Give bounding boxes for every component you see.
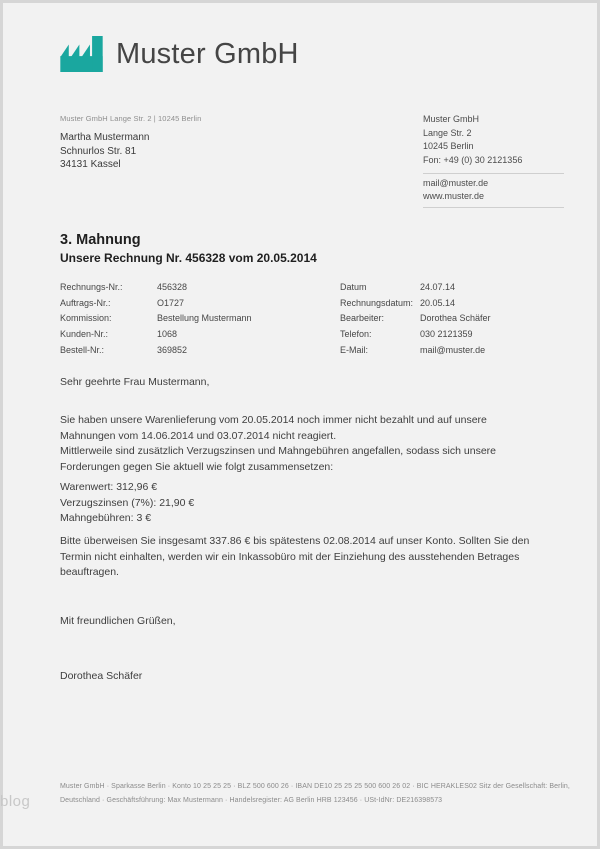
body-line: Termin nicht einhalten, werden wir ein Inkassobüro mit der Einziehung des ausstehenden Betrages: [60, 550, 520, 563]
company-name: Muster GmbH: [116, 38, 299, 70]
letter-heading: [60, 232, 317, 266]
detail-label: Bearbeiter:: [340, 313, 385, 324]
table-row: [60, 342, 552, 358]
detail-label: Auftrags-Nr.:: [60, 297, 111, 308]
watermark-text: blog: [0, 793, 31, 810]
table-row: [60, 295, 552, 311]
detail-label: Bestell-Nr.:: [60, 345, 105, 356]
detail-label: Rechnungsdatum:: [340, 297, 414, 308]
body-paragraph-1: [60, 413, 496, 475]
amount-dunning-fees: Mahngebühren: 3 €: [60, 512, 152, 525]
detail-value: 1068: [157, 329, 178, 340]
detail-value: 24.07.14: [420, 281, 456, 292]
amounts-list: [60, 480, 194, 527]
detail-label: Kunden-Nr.:: [60, 329, 109, 340]
detail-value: Bestellung Mustermann: [157, 313, 252, 324]
company-contact-block: [423, 177, 488, 203]
letter-footer: [60, 780, 570, 807]
recipient-street: Schnurlos Str. 81: [60, 145, 137, 157]
company-website: www.muster.de: [423, 191, 485, 201]
salutation: Sehr geehrte Frau Mustermann,: [60, 376, 210, 388]
divider-line: [423, 207, 564, 208]
invoice-details-table: [60, 279, 552, 358]
amount-default-interest: Verzugszinsen (7%): 21,90 €: [60, 496, 195, 509]
closing-phrase: Mit freundlichen Grüßen,: [60, 615, 176, 627]
company-info-name: Muster GmbH: [423, 114, 480, 124]
body-line: Forderungen gegen Sie aktuell wie folgt zusammensetzen:: [60, 460, 334, 473]
footer-line-2: Deutschland · Geschäftsführung: Max Mustermann · Handelsregister: AG Berlin HRB 123456 · USt-IdNr: DE216398573: [60, 796, 443, 804]
company-logo: [60, 36, 299, 72]
detail-value: 369852: [157, 345, 188, 356]
recipient-city: 34131 Kassel: [60, 159, 121, 170]
factory-icon: [60, 36, 103, 72]
company-info-street: Lange Str. 2: [423, 127, 472, 138]
signature-name: Dorothea Schäfer: [60, 670, 143, 682]
body-line: Bitte überweisen Sie insgesamt 337.86 € bis spätestens 02.08.2014 auf unser Konto. Sollten Sie den: [60, 535, 530, 547]
company-info-phone: Fon: +49 (0) 30 2121356: [423, 154, 523, 165]
invoice-reference-subtitle: Unsere Rechnung Nr. 456328 vom 20.05.2014: [60, 251, 317, 265]
company-info-city: 10245 Berlin: [423, 141, 474, 151]
detail-value: 456328: [157, 281, 188, 292]
detail-label: Kommission:: [60, 313, 112, 324]
company-email: mail@muster.de: [423, 178, 489, 188]
detail-value: 20.05.14: [420, 297, 456, 308]
table-row: [60, 279, 552, 295]
detail-value: O1727: [157, 297, 185, 308]
letter-page: [0, 3, 597, 846]
footer-line-1: Muster GmbH · Sparkasse Berlin · Konto 10 25 25 25 · BLZ 500 600 26 · IBAN DE10 25 25 25 500 600 26 02 · BIC HERAKLES02 Sitz der Gesellschaft: Berlin,: [60, 783, 570, 790]
detail-label: Rechnungs-Nr.:: [60, 281, 123, 292]
table-row: [60, 326, 552, 342]
dunning-title: 3. Mahnung: [60, 232, 141, 248]
body-line: Sie haben unsere Warenlieferung vom 20.05.2014 noch immer nicht bezahlt und auf unsere: [60, 414, 487, 426]
detail-value: 030 2121359: [420, 329, 473, 340]
detail-label: Datum: [340, 281, 367, 292]
recipient-name: Martha Mustermann: [60, 132, 150, 143]
amount-goods-value: Warenwert: 312,96 €: [60, 481, 158, 493]
body-line: Mahnungen vom 14.06.2014 und 03.07.2014 nicht reagiert.: [60, 429, 337, 442]
recipient-address: [60, 131, 149, 172]
body-paragraph-2: [60, 534, 529, 581]
divider-line: [423, 173, 564, 174]
table-row: [60, 311, 552, 327]
detail-label: E-Mail:: [340, 345, 369, 356]
company-info-block: [423, 113, 522, 167]
detail-value: mail@muster.de: [420, 345, 486, 356]
body-line: Mittlerweile sind zusätzlich Verzugszinsen und Mahngebühren angefallen, sodass sich unsere: [60, 445, 497, 458]
detail-value: Dorothea Schäfer: [420, 313, 491, 324]
detail-label: Telefon:: [340, 329, 372, 340]
body-line: beauftragen.: [60, 566, 119, 579]
sender-return-address: Muster GmbH Lange Str. 2 | 10245 Berlin: [60, 114, 202, 123]
